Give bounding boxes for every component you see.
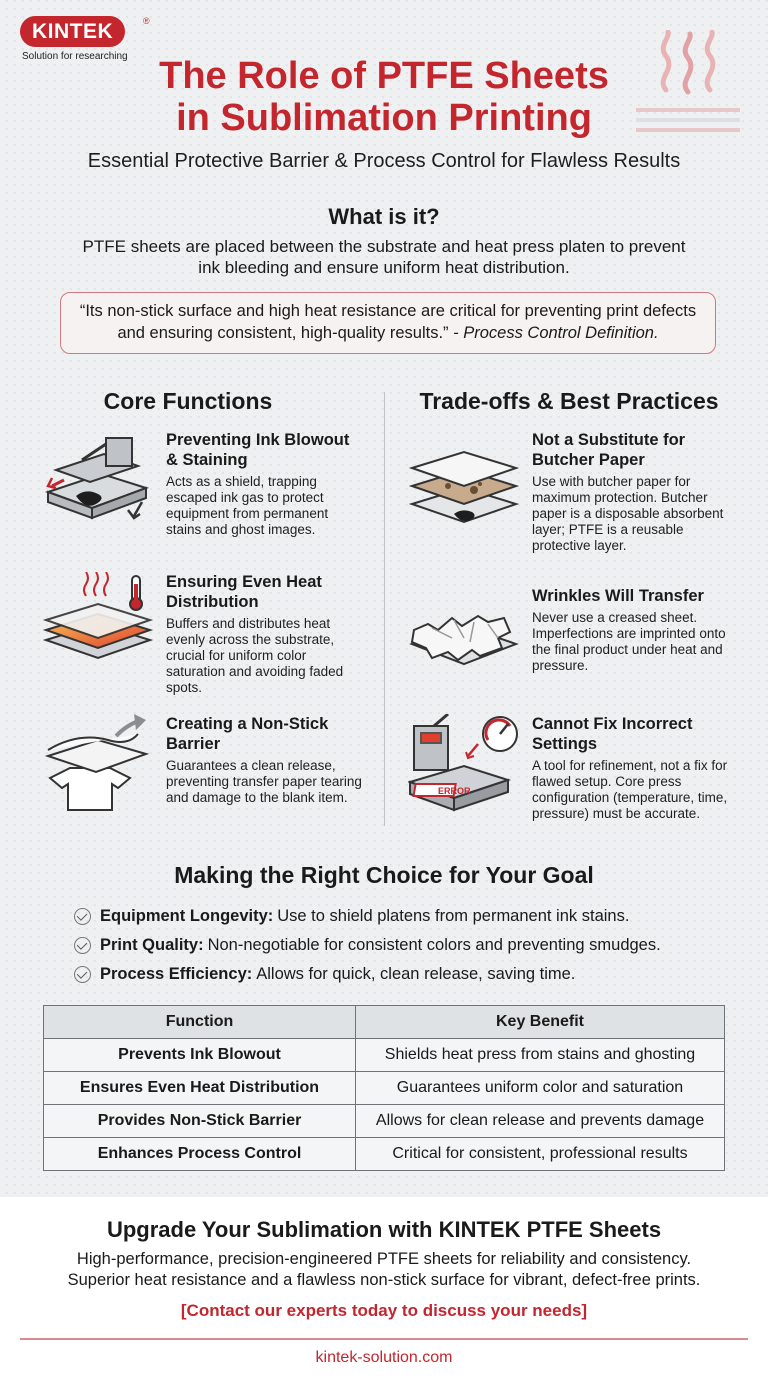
quote-text: “Its non-stick surface and high heat resistance are critical for preventing print defects and ensuring consistent, high-quality results.” [79,302,697,342]
footer-divider [20,1338,748,1340]
goal-text: Allows for quick, clean release, saving time. [256,965,576,983]
check-circle-icon [74,966,91,983]
tradeoff-item-text: Use with butcher paper for maximum protection. Butcher paper is a disposable absorbent layer; PTFE is a reusable protective layer. [532,474,724,553]
goal-label: Equipment Longevity: [100,907,274,925]
goal-item [74,931,734,960]
registered-mark: ® [143,16,150,26]
goal-text: Non-negotiable for consistent colors and preventing smudges. [207,936,661,954]
table-row [44,1138,725,1171]
quote-source: - Process Control Definition. [453,324,659,342]
tradeoff-item-title: Cannot Fix Incorrect Settings [532,715,693,753]
what-description: PTFE sheets are placed between the substrate and heat press platen to prevent ink bleeding and ensure uniform heat distribution. [82,237,686,277]
table-cell-function: Prevents Ink Blowout [44,1039,356,1072]
table-row [44,1105,725,1138]
title-line-2: in Sublimation Printing [176,97,592,139]
goal-item [74,902,734,931]
paper-stack-icon [408,430,520,530]
cta-line-1: High-performance, precision-engineered PTFE sheets for reliability and consistency. [76,1250,692,1268]
table-row [44,1072,725,1105]
column-header: Key Benefit [356,1006,725,1039]
function-benefit-table [43,1005,725,1171]
heat-press-stain-icon [42,430,154,530]
table-cell-benefit: Guarantees uniform color and saturation [356,1072,725,1105]
logo-tagline: Solution for researching [22,51,128,62]
goal-heading: Making the Right Choice for Your Goal [174,862,594,888]
goal-item [74,960,734,989]
goal-label: Print Quality: [100,936,204,954]
core-item-title: Preventing Ink Blowout & Staining [166,431,350,469]
page-subtitle: Essential Protective Barrier & Process Control for Flawless Results [87,150,681,172]
core-item-title: Ensuring Even Heat Distribution [166,573,322,611]
page-title [0,55,768,139]
goal-list [74,902,734,989]
core-item-text: Buffers and distributes heat evenly across the substrate, crucial for uniform color saturation and avoiding faded spots. [166,616,344,695]
goal-text: Use to shield platens from permanent ink stains. [277,907,630,925]
table-cell-function: Ensures Even Heat Distribution [44,1072,356,1105]
what-heading: What is it? [328,204,440,229]
cta-description [20,1249,748,1291]
core-item-text: Acts as a shield, trapping escaped ink gas to protect equipment from permanent stains and ghost images. [166,474,329,537]
table-cell-benefit: Shields heat press from stains and ghosting [356,1039,725,1072]
contact-experts-link[interactable]: [Contact our experts today to discuss your needs] [180,1301,588,1320]
press-error-icon [408,714,520,814]
heat-layers-icon [42,572,154,672]
tradeoffs-heading: Trade-offs & Best Practices [419,388,719,414]
title-line-1: The Role of PTFE Sheets [159,55,609,97]
check-circle-icon [74,937,91,954]
core-functions-heading: Core Functions [103,388,273,414]
tradeoff-item-text: Never use a creased sheet. Imperfections are imprinted onto the final product under heat and pressure. [532,610,726,673]
tradeoff-item-title: Wrinkles Will Transfer [532,587,704,605]
table-cell-benefit: Allows for clean release and prevents damage [356,1105,725,1138]
core-item-title: Creating a Non-Stick Barrier [166,715,329,753]
goal-label: Process Efficiency: [100,965,253,983]
core-item-text: Guarantees a clean release, preventing transfer paper tearing and damage to the blank item. [166,758,362,805]
column-divider [384,392,385,826]
column-header: Function [44,1006,356,1039]
definition-quote-box [60,292,716,354]
cta-line-2: Superior heat resistance and a flawless non-stick surface for vibrant, defect-free prints. [67,1271,701,1289]
table-cell-function: Provides Non-Stick Barrier [44,1105,356,1138]
table-cell-benefit: Critical for consistent, professional results [356,1138,725,1171]
website-link[interactable]: kintek-solution.com [315,1349,453,1366]
tradeoff-item-text: A tool for refinement, not a fix for flawed setup. Core press configuration (temperature, time, pressure) must be accurate. [532,758,728,821]
tradeoff-item-title: Not a Substitute for Butcher Paper [532,431,686,469]
table-cell-function: Enhances Process Control [44,1138,356,1171]
check-circle-icon [74,908,91,925]
error-label: ERROR [438,786,471,796]
cta-heading: Upgrade Your Sublimation with KINTEK PTFE Sheets [106,1217,662,1242]
wrinkled-sheet-icon [408,586,520,686]
logo-wordmark: KINTEK [20,16,125,47]
peeling-sheet-icon [42,714,154,814]
table-header-row [44,1006,725,1039]
table-row [44,1039,725,1072]
